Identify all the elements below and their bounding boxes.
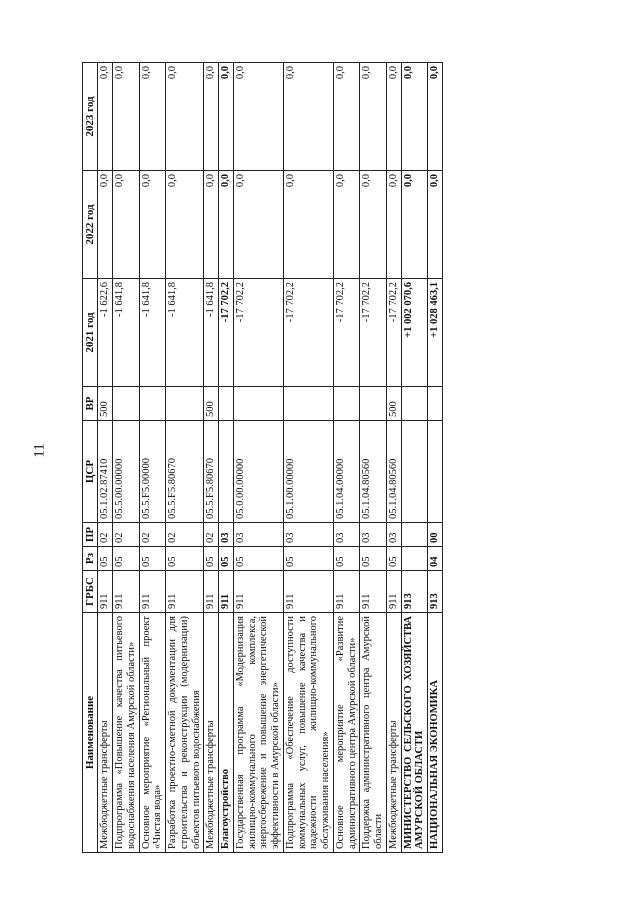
cell-2023: 0,0 — [98, 63, 113, 171]
cell-name: Основное мероприятие «Развитие административного центра Амурской области» — [333, 613, 360, 853]
cell-vr — [283, 387, 333, 421]
cell-grbs: 911 — [139, 571, 166, 613]
cell-pr: 03 — [360, 523, 387, 547]
table-row — [333, 63, 360, 853]
cell-name: Межбюджетные трансферты — [386, 613, 401, 853]
cell-2023: 0,0 — [113, 63, 140, 171]
cell-2021: -17 702,2 — [386, 279, 401, 387]
cell-rz: 05 — [204, 547, 219, 571]
cell-csr: 05.5.F5.00000 — [139, 421, 166, 523]
cell-pr: 02 — [98, 523, 113, 547]
cell-grbs: 913 — [401, 571, 428, 613]
cell-vr — [333, 387, 360, 421]
cell-2021: -17 702,2 — [219, 279, 234, 387]
cell-2023: 0,0 — [139, 63, 166, 171]
budget-table — [82, 62, 443, 853]
cell-2022: 0,0 — [386, 171, 401, 279]
cell-grbs: 911 — [333, 571, 360, 613]
header-name: Наименование — [83, 613, 98, 853]
cell-2023: 0,0 — [233, 63, 283, 171]
cell-csr: 05.1.04.00000 — [333, 421, 360, 523]
table-row — [166, 63, 204, 853]
cell-pr: 03 — [283, 523, 333, 547]
cell-vr: 500 — [204, 387, 219, 421]
header-csr: ЦСР — [83, 421, 98, 523]
cell-2022: 0,0 — [139, 171, 166, 279]
cell-rz: 05 — [283, 547, 333, 571]
cell-vr — [139, 387, 166, 421]
cell-rz: 05 — [360, 547, 387, 571]
cell-2022: 0,0 — [113, 171, 140, 279]
cell-csr — [219, 421, 234, 523]
table-row — [283, 63, 333, 853]
table-body — [98, 63, 443, 853]
cell-2021: -17 702,2 — [360, 279, 387, 387]
cell-csr: 05.1.04.80560 — [360, 421, 387, 523]
cell-2022: 0,0 — [204, 171, 219, 279]
cell-2022: 0,0 — [360, 171, 387, 279]
cell-pr: 03 — [386, 523, 401, 547]
cell-2023: 0,0 — [386, 63, 401, 171]
cell-pr: 03 — [333, 523, 360, 547]
cell-grbs: 913 — [428, 571, 443, 613]
cell-rz: 05 — [233, 547, 283, 571]
cell-csr: 05.5.F5.80670 — [204, 421, 219, 523]
cell-2021: -1 641,8 — [139, 279, 166, 387]
cell-name: Подпрограмма «Обеспечение доступности коммунальных услуг, повышение качества и надежности жилищно-коммунального обслуживания населения» — [283, 613, 333, 853]
table-row — [204, 63, 219, 853]
cell-csr — [428, 421, 443, 523]
header-rz: Рз — [83, 547, 98, 571]
cell-2022: 0,0 — [98, 171, 113, 279]
header-grbs: ГРБС — [83, 571, 98, 613]
cell-2023: 0,0 — [166, 63, 204, 171]
cell-rz: 05 — [219, 547, 234, 571]
table-row — [98, 63, 113, 853]
cell-csr: 05.1.04.80560 — [386, 421, 401, 523]
table-row — [113, 63, 140, 853]
cell-2022: 0,0 — [428, 171, 443, 279]
cell-rz: 04 — [428, 547, 443, 571]
cell-vr — [219, 387, 234, 421]
cell-pr: 03 — [233, 523, 283, 547]
header-2022: 2022 год — [83, 171, 98, 279]
cell-name: Поддержка административного центра Амурской области — [360, 613, 387, 853]
table-row — [360, 63, 387, 853]
cell-grbs: 911 — [98, 571, 113, 613]
cell-pr: 00 — [428, 523, 443, 547]
cell-rz: 05 — [113, 547, 140, 571]
cell-rz — [401, 547, 428, 571]
cell-name: Межбюджетные трансферты — [98, 613, 113, 853]
cell-grbs: 911 — [113, 571, 140, 613]
cell-2021: -17 702,2 — [233, 279, 283, 387]
cell-pr: 03 — [219, 523, 234, 547]
cell-csr: 05.1.00.00000 — [283, 421, 333, 523]
cell-pr — [401, 523, 428, 547]
cell-name: Основное мероприятие «Региональный проект «Чистая вода» — [139, 613, 166, 853]
cell-grbs: 911 — [204, 571, 219, 613]
cell-rz: 05 — [139, 547, 166, 571]
cell-grbs: 911 — [360, 571, 387, 613]
cell-name: Разработка проектно-сметной документации для строительства и реконструкции (модернизации) объектов питьевого водоснабжения — [166, 613, 204, 853]
cell-rz: 05 — [386, 547, 401, 571]
table-header-row — [83, 63, 98, 853]
cell-2021: -17 702,2 — [333, 279, 360, 387]
cell-name: Благоустройство — [219, 613, 234, 853]
cell-rz: 05 — [333, 547, 360, 571]
header-vr: ВР — [83, 387, 98, 421]
cell-rz: 05 — [166, 547, 204, 571]
cell-grbs: 911 — [219, 571, 234, 613]
table-row — [386, 63, 401, 853]
cell-2021: -1 641,8 — [166, 279, 204, 387]
table-row — [428, 63, 443, 853]
table-row — [233, 63, 283, 853]
cell-name: НАЦИОНАЛЬНАЯ ЭКОНОМИКА — [428, 613, 443, 853]
cell-2023: 0,0 — [333, 63, 360, 171]
table-row — [139, 63, 166, 853]
cell-grbs: 911 — [166, 571, 204, 613]
cell-vr — [360, 387, 387, 421]
cell-2023: 0,0 — [428, 63, 443, 171]
cell-2022: 0,0 — [283, 171, 333, 279]
cell-pr: 02 — [166, 523, 204, 547]
cell-grbs: 911 — [386, 571, 401, 613]
cell-vr — [233, 387, 283, 421]
cell-pr: 02 — [139, 523, 166, 547]
cell-rz: 05 — [98, 547, 113, 571]
cell-2021: -17 702,2 — [283, 279, 333, 387]
header-2023: 2023 год — [83, 63, 98, 171]
cell-csr: 05.0.00.00000 — [233, 421, 283, 523]
cell-csr: 05.1.02.87410 — [98, 421, 113, 523]
cell-2021: -1 641,8 — [113, 279, 140, 387]
cell-name: Государственная программа «Модернизация жилищно-коммунального комплекса, энергосбережение и повышение энергетической эффективности в Амурской области» — [233, 613, 283, 853]
cell-name: Подпрограмма «Повышение качества питьевого водоснабжения населения Амурской области» — [113, 613, 140, 853]
cell-2022: 0,0 — [233, 171, 283, 279]
cell-vr — [113, 387, 140, 421]
cell-2022: 0,0 — [333, 171, 360, 279]
cell-name: МИНИСТЕРСТВО СЕЛЬСКОГО ХОЗЯЙСТВА АМУРСКОЙ ОБЛАСТИ — [401, 613, 428, 853]
cell-pr: 02 — [204, 523, 219, 547]
cell-csr: 05.5.F5.80670 — [166, 421, 204, 523]
cell-2023: 0,0 — [401, 63, 428, 171]
cell-name: Межбюджетные трансферты — [204, 613, 219, 853]
cell-vr — [401, 387, 428, 421]
budget-table-container — [82, 63, 562, 853]
cell-2023: 0,0 — [219, 63, 234, 171]
cell-2021: +1 002 070,6 — [401, 279, 428, 387]
cell-grbs: 911 — [233, 571, 283, 613]
cell-vr: 500 — [98, 387, 113, 421]
table-row — [219, 63, 234, 853]
cell-2021: +1 028 463,1 — [428, 279, 443, 387]
header-2021: 2021 год — [83, 279, 98, 387]
cell-2022: 0,0 — [166, 171, 204, 279]
table-row — [401, 63, 428, 853]
cell-vr — [428, 387, 443, 421]
cell-2022: 0,0 — [219, 171, 234, 279]
cell-2022: 0,0 — [401, 171, 428, 279]
cell-2021: -1 622,6 — [98, 279, 113, 387]
cell-2021: -1 641,8 — [204, 279, 219, 387]
page-number: 11 — [31, 443, 48, 458]
cell-2023: 0,0 — [283, 63, 333, 171]
cell-2023: 0,0 — [204, 63, 219, 171]
cell-csr — [401, 421, 428, 523]
cell-vr: 500 — [386, 387, 401, 421]
cell-2023: 0,0 — [360, 63, 387, 171]
cell-csr: 05.5.00.00000 — [113, 421, 140, 523]
header-pr: ПР — [83, 523, 98, 547]
cell-vr — [166, 387, 204, 421]
cell-grbs: 911 — [283, 571, 333, 613]
cell-pr: 02 — [113, 523, 140, 547]
